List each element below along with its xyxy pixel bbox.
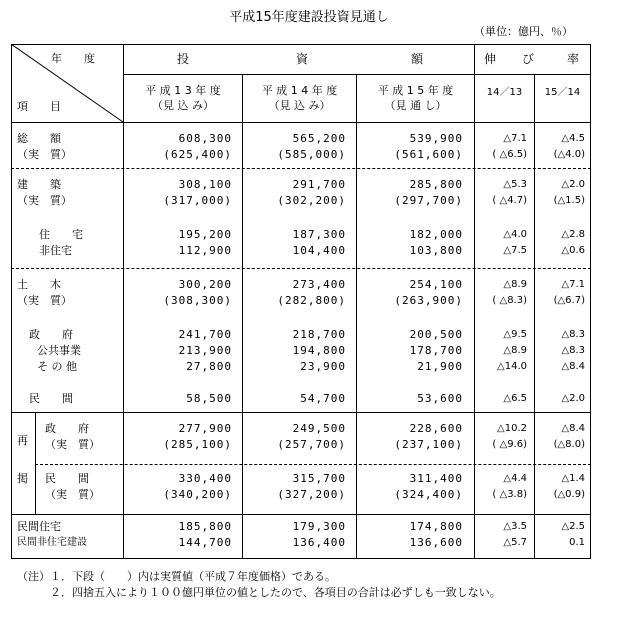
investment-table [11,44,591,559]
row-value: (327,200) [277,488,346,501]
sai-label: 再 [17,434,28,447]
row-value: (585,000) [277,148,346,161]
row-rate1: △3.5 [503,521,527,532]
header-toushi-2: 資 [296,52,309,66]
row-rate2: △4.5 [561,133,585,144]
row-value: (263,900) [394,294,463,307]
row-value: 53,600 [417,392,463,405]
row-value: 218,700 [292,328,346,341]
row-value: (324,400) [394,488,463,501]
row-value: 194,800 [292,344,346,357]
col-rate2: 15／14 [544,87,581,98]
col-h15-line2: （見 通 し） [384,99,447,112]
row-rate2: △2.0 [561,393,585,404]
header-nobi-3: 率 [567,52,580,66]
row-rate1: ( △6.5) [492,149,527,160]
row-rate2: △7.1 [561,279,585,290]
row-value: 330,400 [178,472,232,485]
row-label: 公共事業 [37,344,81,357]
row-rate1: △4.4 [503,473,527,484]
row-label: （実 質） [17,294,72,307]
row-value: 104,400 [292,244,346,257]
row-value: 285,800 [409,178,463,191]
row-value: (257,700) [277,438,346,451]
row-value: 21,900 [417,360,463,373]
row-value: 254,100 [409,278,463,291]
row-label: （実 質） [45,488,100,501]
header-nendo: 年 度 [51,52,95,65]
row-rate2: △0.6 [561,245,585,256]
row-rate2: △2.5 [561,521,585,532]
row-value: 300,200 [178,278,232,291]
row-rate1: △5.3 [503,179,527,190]
col-h14-line1: 平 成 1 4 年 度 [261,84,338,97]
row-rate1: △7.1 [503,133,527,144]
unit-label: （単位：億円、％） [474,25,573,38]
row-value: 136,600 [409,536,463,549]
row-rate2: △8.3 [561,345,585,356]
row-rate1: △14.0 [497,361,527,372]
row-value: 273,400 [292,278,346,291]
row-value: (285,100) [163,438,232,451]
row-value: 23,900 [300,360,346,373]
row-rate1: ( △9.6) [492,439,527,450]
row-label: 総 額 [17,132,61,145]
row-value: 241,700 [178,328,232,341]
row-label: 政 府 [45,422,89,435]
row-label: 民 間 [45,472,89,485]
header-nobi-2: び [522,52,535,66]
row-rate2: △8.3 [561,329,585,340]
col-h14-line2: （見 込 み） [268,99,331,112]
row-value: 58,500 [186,392,232,405]
row-rate1: △8.9 [503,345,527,356]
kei-label: 掲 [17,472,28,485]
row-value: 539,900 [409,132,463,145]
row-value: 144,700 [178,536,232,549]
row-label: 土 木 [17,278,61,291]
row-value: 608,300 [178,132,232,145]
row-label: （実 質） [17,194,72,207]
note-1: （注）１．下段（ ）内は実質値（平成７年度価格）である。 [17,570,336,583]
row-value: (282,800) [277,294,346,307]
row-value: 187,300 [292,228,346,241]
row-value: 565,200 [292,132,346,145]
row-label: 民間非住宅建設 [17,537,87,548]
row-rate2: △8.4 [561,361,585,372]
row-value: (625,400) [163,148,232,161]
row-value: 27,800 [186,360,232,373]
note-2: ２．四捨五入により１００億円単位の値としたので、各項目の合計は必ずしも一致しない。 [17,586,501,599]
row-rate2: (△1.5) [553,195,585,206]
row-rate2: △2.8 [561,229,585,240]
row-rate1: ( △8.3) [492,295,527,306]
header-toushi-3: 額 [411,52,424,66]
row-value: (308,300) [163,294,232,307]
row-rate1: ( △4.7) [492,195,527,206]
row-rate2: 0.1 [569,537,585,548]
row-value: (340,200) [163,488,232,501]
row-value: 178,700 [409,344,463,357]
row-value: 179,300 [292,520,346,533]
row-value: 174,800 [409,520,463,533]
row-rate1: △4.0 [503,229,527,240]
row-value: 185,800 [178,520,232,533]
row-value: 277,900 [178,422,232,435]
row-value: 112,900 [178,244,232,257]
row-rate2: △8.4 [561,423,585,434]
row-rate1: △8.9 [503,279,527,290]
row-label: 政 府 [29,328,73,341]
row-label: （実 質） [17,148,72,161]
row-rate1: ( △3.8) [492,489,527,500]
row-rate2: (△0.9) [553,489,585,500]
row-label: （実 質） [45,438,100,451]
row-value: 228,600 [409,422,463,435]
row-value: 291,700 [292,178,346,191]
row-value: (317,000) [163,194,232,207]
row-rate1: △5.7 [503,537,527,548]
row-value: (297,700) [394,194,463,207]
page-title: 平成15年度建設投資見通し [229,10,389,25]
row-rate1: △6.5 [503,393,527,404]
row-value: 103,800 [409,244,463,257]
row-value: 213,900 [178,344,232,357]
row-value: 249,500 [292,422,346,435]
row-rate1: △9.5 [503,329,527,340]
row-value: 195,200 [178,228,232,241]
row-rate2: (△4.0) [553,149,585,160]
row-rate2: (△6.7) [553,295,585,306]
row-value: (237,100) [394,438,463,451]
col-h15-line1: 平 成 1 5 年 度 [377,84,454,97]
row-value: (561,600) [394,148,463,161]
row-rate2: (△8.0) [553,439,585,450]
row-value: 200,500 [409,328,463,341]
row-rate1: △10.2 [497,423,527,434]
col-rate1: 14／13 [486,87,523,98]
header-nobi-1: 伸 [484,52,497,66]
row-value: 136,400 [292,536,346,549]
row-value: 315,700 [292,472,346,485]
row-rate2: △2.0 [561,179,585,190]
header-koumoku: 項 目 [17,100,61,113]
row-label: 住 宅 [39,228,83,241]
row-label: 非住宅 [39,244,72,257]
col-h13-line1: 平 成 1 3 年 度 [145,84,221,97]
row-value: (302,200) [277,194,346,207]
col-h13-line2: （見 込 み） [152,99,214,112]
row-rate2: △1.4 [561,473,585,484]
row-value: 182,000 [409,228,463,241]
row-label: そ の 他 [37,360,77,373]
row-value: 54,700 [300,392,346,405]
row-rate1: △7.5 [503,245,527,256]
row-value: 311,400 [409,472,463,485]
row-value: 308,100 [178,178,232,191]
row-label: 民間住宅 [17,520,61,533]
header-toushi-1: 投 [177,52,190,66]
row-label: 建 築 [17,178,61,191]
row-label: 民 間 [29,392,73,405]
